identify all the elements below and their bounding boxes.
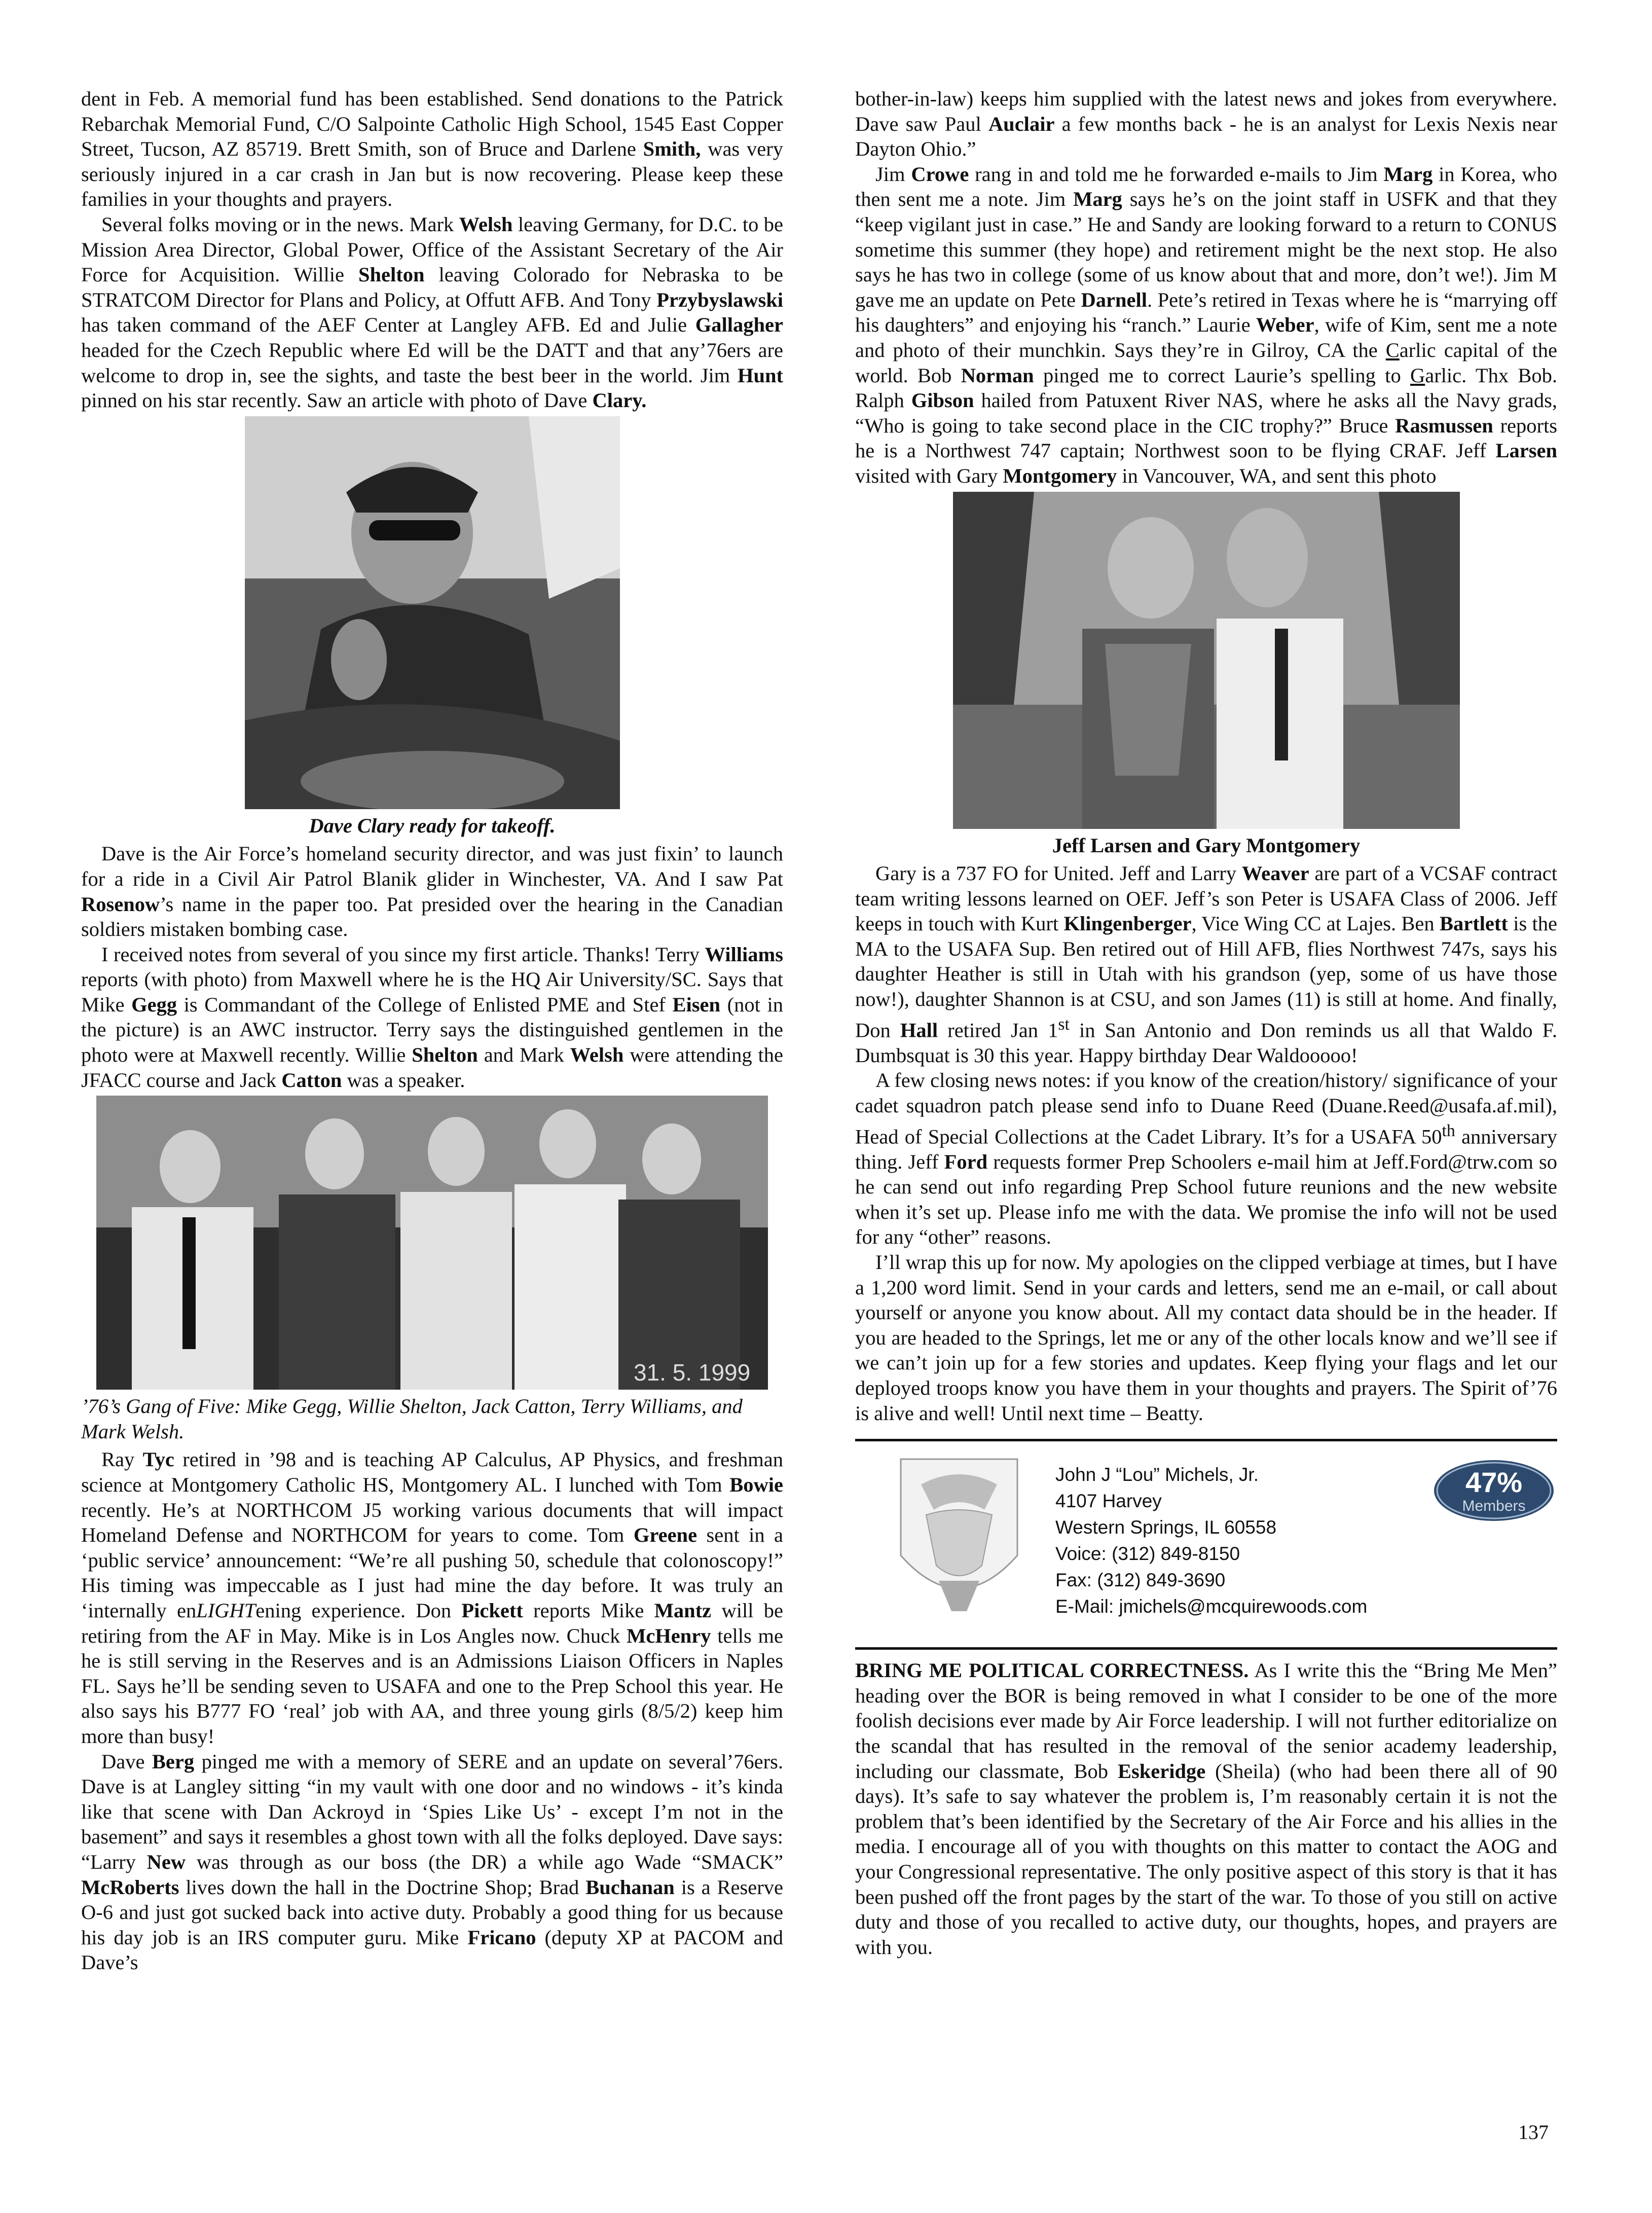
glider-pilot-image [245,416,620,809]
photo-gang-of-five [96,1096,768,1390]
two-men-photo-image [953,492,1460,829]
paragraph: Dave is the Air Force’s homeland security director, and was just fixin’ to launch for a ride in a Civil Air Patrol Blanik glider in Winchester, VA. And I saw Pat Rosenow’s name in the paper too. Pat presided over the hearing in the Canadian soldiers mistaken bombing case. [81,842,783,941]
photo-caption: ’76’s Gang of Five: Mike Gegg, Willie Shelton, Jack Catton, Terry Williams, and Mark Welsh. [81,1395,743,1443]
paragraph: Several folks moving or in the news. Mark Welsh leaving Germany, for D.C. to be Mission Area Director, Global Power, Office of the Assistant Secretary of the Air Force for Acquisition. Willie Shelton leaving Colorado for Nebraska to be STRATCOM Director for Plans and Policy, at Offutt AFB. And Tony Przybyslawski has taken command of the AEF Center at Langley AFB. Ed and Julie Gallagher headed for the Czech Republic where Ed will be the DATT and that any’76ers are welcome to drop in, see the sights, and taste the best beer in the world. Jim Hunt pinned on his star recently. Saw an article with photo of Dave Clary. [81,212,783,412]
contact-fax: Fax: (312) 849-3690 [1055,1570,1226,1591]
paragraph: dent in Feb. A memorial fund has been established. Send donations to the Patrick Rebarchak Memorial Fund, C/O Salpointe Catholic High School, 1545 East Copper Street, Tucson, AZ 85719. Brett Smith, son of Bruce and Darlene Smith, was very seriously injured in a car crash in Jan but is now recovering. Please keep these families in your thoughts and prayers. [81,87,784,211]
badge-percent: 47% [1465,1466,1523,1499]
contact-box [855,1441,1557,1644]
contact-voice: Voice: (312) 849-8150 [1055,1543,1240,1565]
photo-larsen-montgomery [953,492,1460,829]
contact-name: John J “Lou” Michels, Jr. [1055,1464,1259,1485]
paragraph: Dave Berg pinged me with a memory of SERE and an update on several’76ers. Dave is at Langley sitting “in my vault with one door and no windows - it’s kinda like that scene with Dan Ackroyd in ‘Spies Like Us’ - except I’m not in the basement” and says it resembles a ghost town with all the folks deployed. Dave says: “Larry New was through as our boss (the DR) a while ago Wade “SMACK” McRoberts lives down the hall in the Doctrine Shop; Brad Buchanan is a Reserve O-6 and just got sucked back into active duty. Probably a good thing for us because his day job is an IRS computer guru. Mike Fricano (deputy XP at PACOM and Dave’s [81,1750,784,1974]
photo-date-stamp: 31. 5. 1999 [634,1359,751,1386]
contact-email: E-Mail: jmichels@mcquirewoods.com [1055,1596,1368,1617]
paragraph: Gary is a 737 FO for United. Jeff and Larry Weaver are part of a VCSAF contract team writing lessons learned on OEF. Jeff’s son Peter is USAFA Class of 2006. Jeff keeps in touch with Kurt Klingenberger, Vice Wing CC at Lajes. Ben Bartlett is the MA to the USAFA Sup. Ben retired out of Hill AFB, flies Northwest 747s, says his daughter Heather is still in Utah with his grandson (yep, some of us have those now!), daughter Shannon is at CSU, and son James (11) is still at home. And finally, Don Hall retired Jan 1st in San Antonio and Don reminds us all that Waldo F. Dumbsquat is 30 this year. Happy birthday Dear Waldooooo! [855,862,1558,1067]
paragraph: BRING ME POLITICAL CORRECTNESS. As I write this the “Bring Me Men” heading over the BOR is being removed in what I consider to be one of the more foolish decisions ever made by Air Force leadership. I will not further editorialize on the scandal that has resulted in the removal of the senior academy leadership, including our classmate, Bob Eskeridge (Sheila) (who had been there all of 90 days). It’s safe to say whatever the problem is, I’m reasonably certain it is not the problem that’s been identified by the Secretary of the Air Force and his allies in the media. I encourage all of you with thoughts on this matter to contact the AOG and your Congressional representative. The only positive aspect of this story is that it has been pushed off the front pages by the start of the war. To those of you still on active duty and those of you recalled to active duty, our thoughts, hopes, and prayers are with you. [855,1659,1557,1958]
paragraph: I received notes from several of you since my first article. Thanks! Terry Williams reports (with photo) from Maxwell where he is the HQ Air University/SC. Says that Mike Gegg is Commandant of the College of Enlisted PME and Stef Eisen (not in the picture) is an AWC instructor. Terry says the distinguished gentlemen in the photo were at Maxwell recently. Willie Shelton and Mark Welsh were attending the JFACC course and Jack Catton was a speaker. [81,942,783,1092]
photo-dave-clary [245,416,620,809]
photo-caption: Dave Clary ready for takeoff. [309,814,556,837]
group-photo-image [96,1096,768,1390]
members-percent-badge [1430,1457,1557,1525]
paragraph: Ray Tyc retired in ’98 and is teaching AP Calculus, AP Physics, and freshman science at Montgomery Catholic HS, Montgomery AL. I lunched with Tom Bowie recently. He’s at NORTHCOM J5 working various documents that will impact Homeland Defense and NORTHCOM for years to come. Tom Greene sent in a ‘public service’ announcement: “We’re all pushing 50, schedule that colonoscopy!” His timing was impeccable as I just had mine the day before. It was truly an ‘internally enLIGHTening experience. Don Pickett reports Mike Mantz will be retiring from the AF in May. Mike is in Los Angles now. Chuck McHenry tells me he is still serving in the Reserves and is an Admissions Liaison Officers in Naples FL. Says he’ll be sending seven to USAFA and one to the Prep School this year. He also says his B777 FO ‘real’ job with AA, and three young girls (8/5/2) keep him more than busy! [81,1448,784,1748]
eagle-crest-icon [891,1454,1027,1621]
contact-street: 4107 Harvey [1055,1491,1162,1512]
paragraph: A few closing news notes: if you know of the creation/history/ significance of your cadet squadron patch please send info to Duane Reed (Duane.Reed@usafa.af.mil), Head of Special Collections at the Cadet Library. It’s for a USAFA 50th anniversary thing. Jeff Ford requests former Prep Schoolers e-mail him at Jeff.Ford@trw.com so he can send out info regarding Prep School future reunions and the new website when it’s set up. Please info me with the data. We promise the info will not be used for any “other” reasons. [855,1069,1557,1249]
paragraph: bother-in-law) keeps him supplied with the latest news and jokes from everywhere. Dave saw Paul Auclair a few months back - he is an analyst for Lexis Nexis near Dayton Ohio.” [855,87,1558,161]
right-column [855,86,1557,1960]
contact-city: Western Springs, IL 60558 [1055,1517,1277,1538]
badge-label: Members [1462,1498,1526,1515]
page-number: 137 [1518,2121,1549,2144]
section-divider [855,1647,1557,1650]
paragraph: I’ll wrap this up for now. My apologies on the clipped verbiage at times, but I have a 1,200 word limit. Send in your cards and letters, send me an e-mail, or call about yourself or anyone you know about. All my contact data should be in the header. If you are headed to the Springs, let me or any of the other locals know and we’ll see if we can’t join up for a few stories and updates. Keep flying your flags and let our deployed troops know you have them in your thoughts and prayers. The Spirit of’76 is alive and well! Until next time – Beatty. [855,1251,1557,1425]
left-column [81,86,783,1975]
paragraph: Jim Crowe rang in and told me he forwarded e-mails to Jim Marg in Korea, who then sent me a note. Jim Marg says he’s on the joint staff in USFK and that they “keep vigilant just in case.” He and Sandy are looking forward to a return to CONUS sometime this summer (they hope) and retirement might be the next stop. He also says he has two in college (some of us know about that and more, don’t we!). Jim M gave me an update on Pete Darnell. Pete’s retired in Texas where he is “marrying off his daughters” and enjoying his “ranch.” Laurie Weber, wife of Kim, sent me a note and photo of their munchkin. Says they’re in Gilroy, CA the Carlic capital of the world. Bob Norman pinged me to correct Laurie’s spelling to Garlic. Thx Bob. Ralph Gibson hailed from Patuxent River NAS, where he asks all the Navy grads, “Who is going to take second place in the CIC trophy?” Bruce Rasmussen reports he is a Northwest 747 captain; Northwest soon to be flying CRAF. Jeff Larsen visited with Gary Montgomery in Vancouver, WA, and sent this photo [855,162,1558,487]
photo-caption: Jeff Larsen and Gary Montgomery [1052,833,1361,857]
contact-info [1055,1462,1367,1620]
